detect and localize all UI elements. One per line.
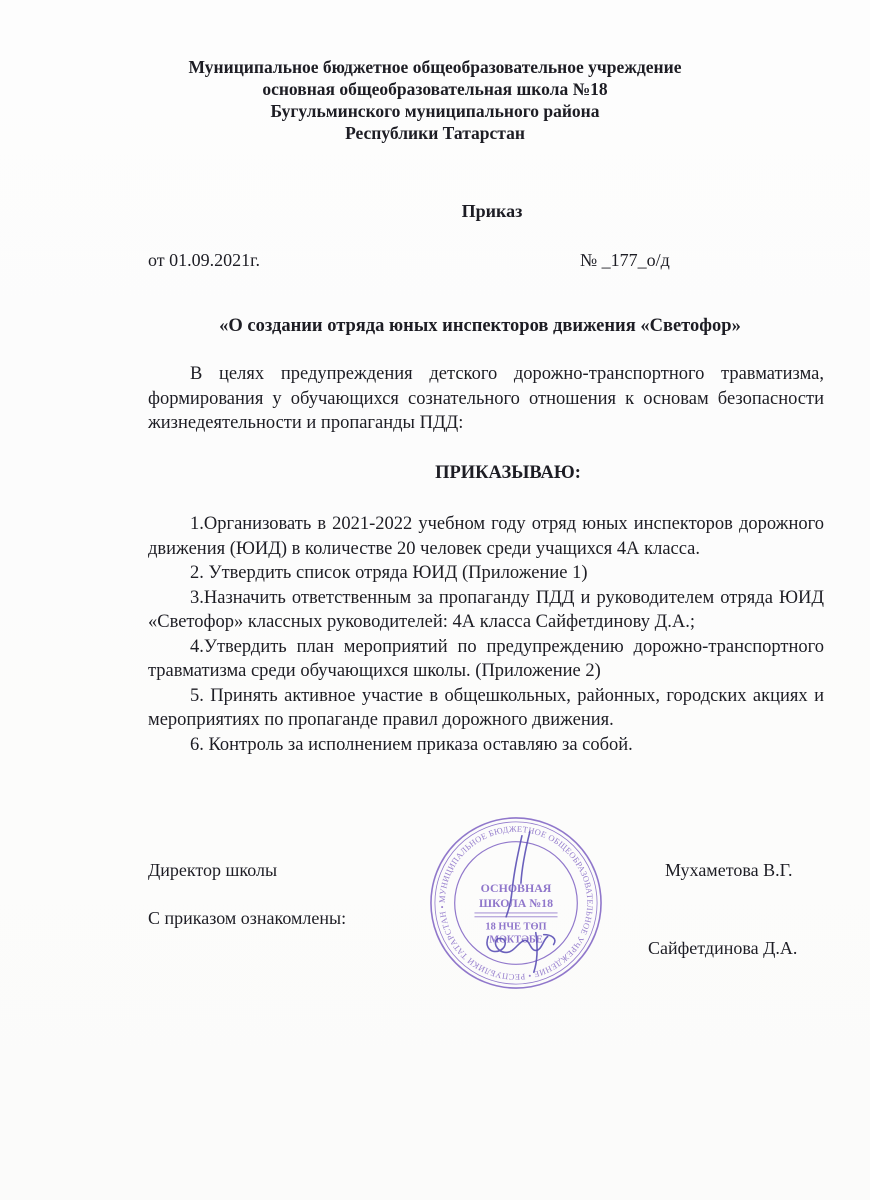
order-subject: «О создании отряда юных инспекторов движения «Светофор»: [219, 316, 741, 336]
order-item: 2. Утвердить список отряда ЮИД (Приложение 1): [190, 563, 588, 583]
official-stamp: [427, 814, 605, 992]
order-item: 5. Принять активное участие в общешкольных, районных, городских акциях и мероприятиях по пропаганде правил дорожного движения.: [148, 685, 824, 730]
stamp-ring-text: МУНИЦИПАЛЬНОЕ БЮДЖЕТНОЕ ОБЩЕОБРАЗОВАТЕЛЬНОЕ УЧРЕЖДЕНИЕ • РЕСПУБЛИКИ ТАТАРСТАН •: [436, 823, 596, 983]
institution-header: [0, 56, 870, 144]
stamp-line-4: МӘКТӘБЕ: [489, 934, 543, 946]
acknowledgement-label: С приказом ознакомлены:: [148, 908, 347, 928]
prikazyvayu-heading: ПРИКАЗЫВАЮ:: [435, 463, 581, 483]
header-line-2: основная общеобразовательная школа №18: [262, 79, 608, 99]
order-items: [148, 512, 824, 757]
order-item: 3.Назначить ответственным за пропаганду ПДД и руководителем отряда ЮИД «Светофор» классных руководителей: 4А класса Сайфетдинову Д.А.;: [148, 587, 824, 632]
intro-paragraph: [148, 362, 824, 436]
header-line-3: Бугульминского муниципального района: [270, 101, 600, 121]
order-item: 1.Организовать в 2021-2022 учебном году отряд юных инспекторов дорожного движения (ЮИД) в количестве 20 человек среди учащихся 4А класса.: [148, 514, 824, 559]
signature-role: Директор школы: [148, 860, 278, 880]
order-title: Приказ: [461, 201, 523, 221]
intro-text: В целях предупреждения детского дорожно-транспортного травматизма, формирования у обучающихся сознательного отношения к основам безопасности жизнедеятельности и пропаганды ПДД:: [148, 364, 824, 433]
stamp-line-2: ШКОЛА №18: [478, 895, 554, 910]
order-date: от 01.09.2021г.: [148, 250, 260, 270]
header-line-1: Муниципальное бюджетное общеобразовательное учреждение: [188, 57, 682, 77]
order-item: 6. Контроль за исполнением приказа оставляю за собой.: [190, 734, 633, 755]
order-number: № _177_о/д: [580, 250, 670, 270]
order-item: 4.Утвердить план мероприятий по предупреждению дорожно-транспортного травматизма среди обучающихся школы. (Приложение 2): [148, 636, 824, 681]
header-line-4: Республики Татарстан: [345, 123, 525, 143]
acknowledgement-name: Сайфетдинова Д.А.: [648, 938, 798, 958]
stamp-line-1: ОСНОВНАЯ: [480, 881, 552, 896]
signature-name: Мухаметова В.Г.: [665, 860, 793, 880]
stamp-line-3: 18 НЧЕ ТӨП: [485, 921, 547, 933]
